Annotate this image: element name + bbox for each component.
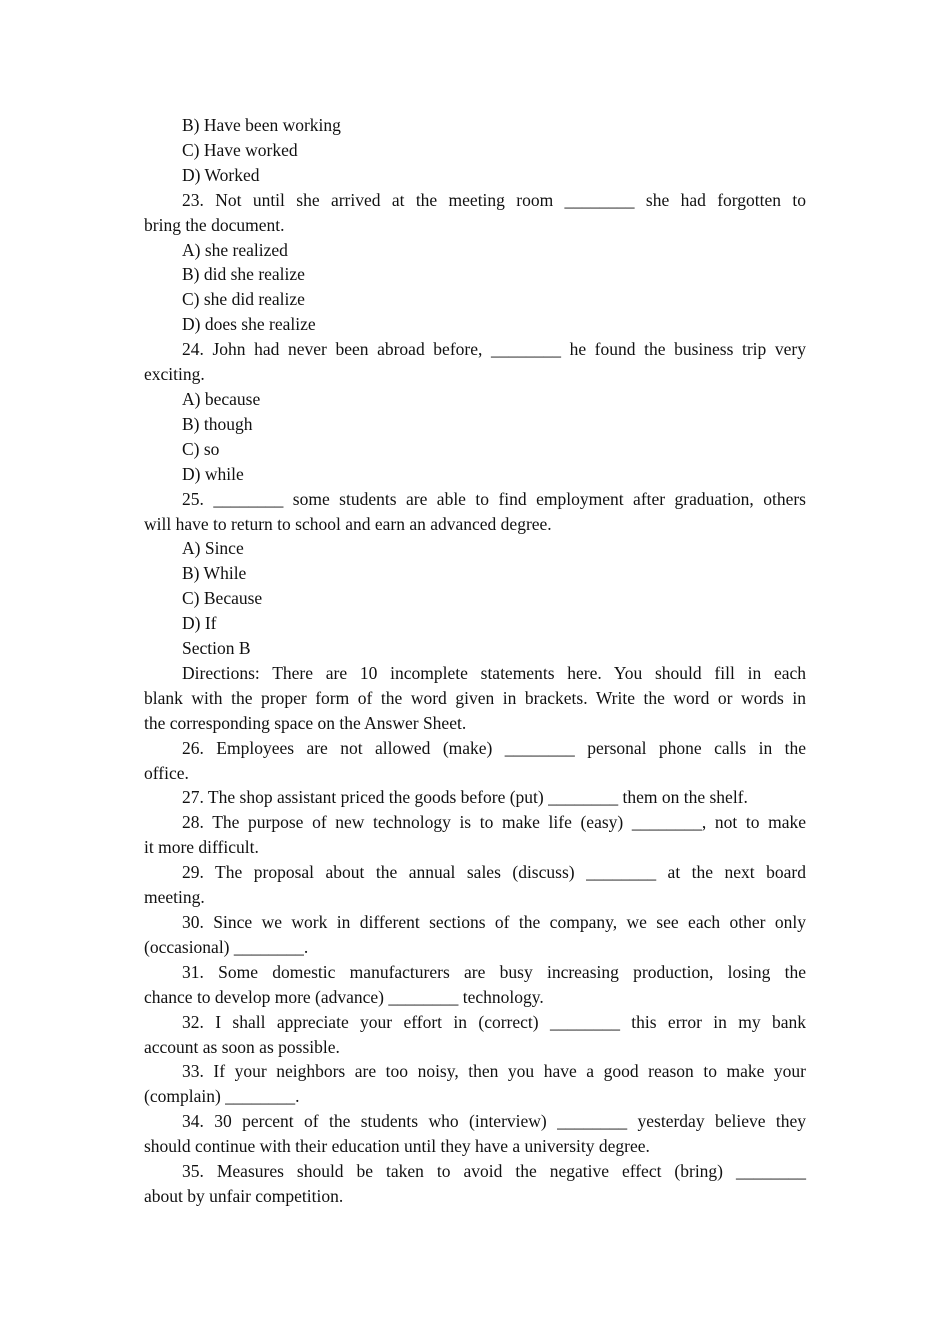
question-32-line1: 32. I shall appreciate your effort in (correct) ________ this error in my bank (182, 1011, 806, 1032)
question-28-line1: 28. The purpose of new technology is to make life (easy) ________, not to make (182, 812, 806, 833)
question-23-line2: bring the document. (144, 214, 285, 235)
question-31-line1: 31. Some domestic manufacturers are busy increasing production, losing the (182, 961, 806, 982)
option-line: B) did she realize (182, 264, 305, 285)
question-24-line2: exciting. (144, 364, 205, 385)
option-line: C) so (182, 438, 220, 459)
option-line: C) Because (182, 588, 263, 609)
document-page (144, 113, 806, 1209)
question-26-line2: office. (144, 762, 189, 783)
question-35-line1: 35. Measures should be taken to avoid the negative effect (bring) ________ (182, 1161, 806, 1182)
question-27-line1: 27. The shop assistant priced the goods before (put) ________ them on the shelf. (182, 787, 748, 808)
question-31-line2: chance to develop more (advance) ________ technology. (144, 986, 544, 1007)
directions-line: the corresponding space on the Answer Sheet. (144, 712, 467, 733)
option-line: A) because (182, 388, 261, 409)
option-line: B) While (182, 563, 247, 584)
question-30-line1: 30. Since we work in different sections of the company, we see each other only (182, 912, 806, 932)
option-line: A) she realized (182, 239, 288, 260)
option-line: D) does she realize (182, 314, 316, 335)
option-line: D) while (182, 463, 244, 484)
question-25-line2: will have to return to school and earn an advanced degree. (144, 513, 552, 534)
question-26-line1: 26. Employees are not allowed (make) ________ personal phone calls in the (182, 737, 806, 758)
question-28-line2: it more difficult. (144, 837, 259, 858)
question-34-line2: should continue with their education until they have a university degree. (144, 1136, 650, 1157)
option-line: D) If (182, 613, 217, 634)
option-line: A) Since (182, 538, 244, 559)
question-29-line2: meeting. (144, 887, 205, 908)
option-line: B) Have been working (182, 115, 341, 135)
option-line: C) Have worked (182, 139, 298, 160)
question-34-line1: 34. 30 percent of the students who (interview) ________ yesterday believe they (182, 1111, 806, 1132)
option-line: C) she did realize (182, 289, 305, 310)
question-23-line1: 23. Not until she arrived at the meeting room ________ she had forgotten to (182, 189, 806, 210)
question-24-line1: 24. John had never been abroad before, ________ he found the business trip very (182, 339, 806, 360)
question-35-line2: about by unfair competition. (144, 1185, 344, 1206)
option-line: B) though (182, 413, 253, 434)
question-25-line1: 25. ________ some students are able to find employment after graduation, others (182, 488, 806, 509)
question-33-line2: (complain) ________. (144, 1086, 300, 1107)
question-29-line1: 29. The proposal about the annual sales (discuss) ________ at the next board (182, 862, 806, 883)
directions-line: Directions: There are 10 incomplete statements here. You should fill in each (182, 662, 806, 683)
option-line: D) Worked (182, 164, 260, 185)
question-32-line2: account as soon as possible. (144, 1036, 340, 1057)
directions-line: blank with the proper form of the word given in brackets. Write the word or words in (144, 687, 806, 708)
question-30-line2: (occasional) ________. (144, 936, 309, 957)
section-heading: Section B (182, 638, 251, 659)
question-33-line1: 33. If your neighbors are too noisy, then you have a good reason to make your (182, 1061, 806, 1082)
